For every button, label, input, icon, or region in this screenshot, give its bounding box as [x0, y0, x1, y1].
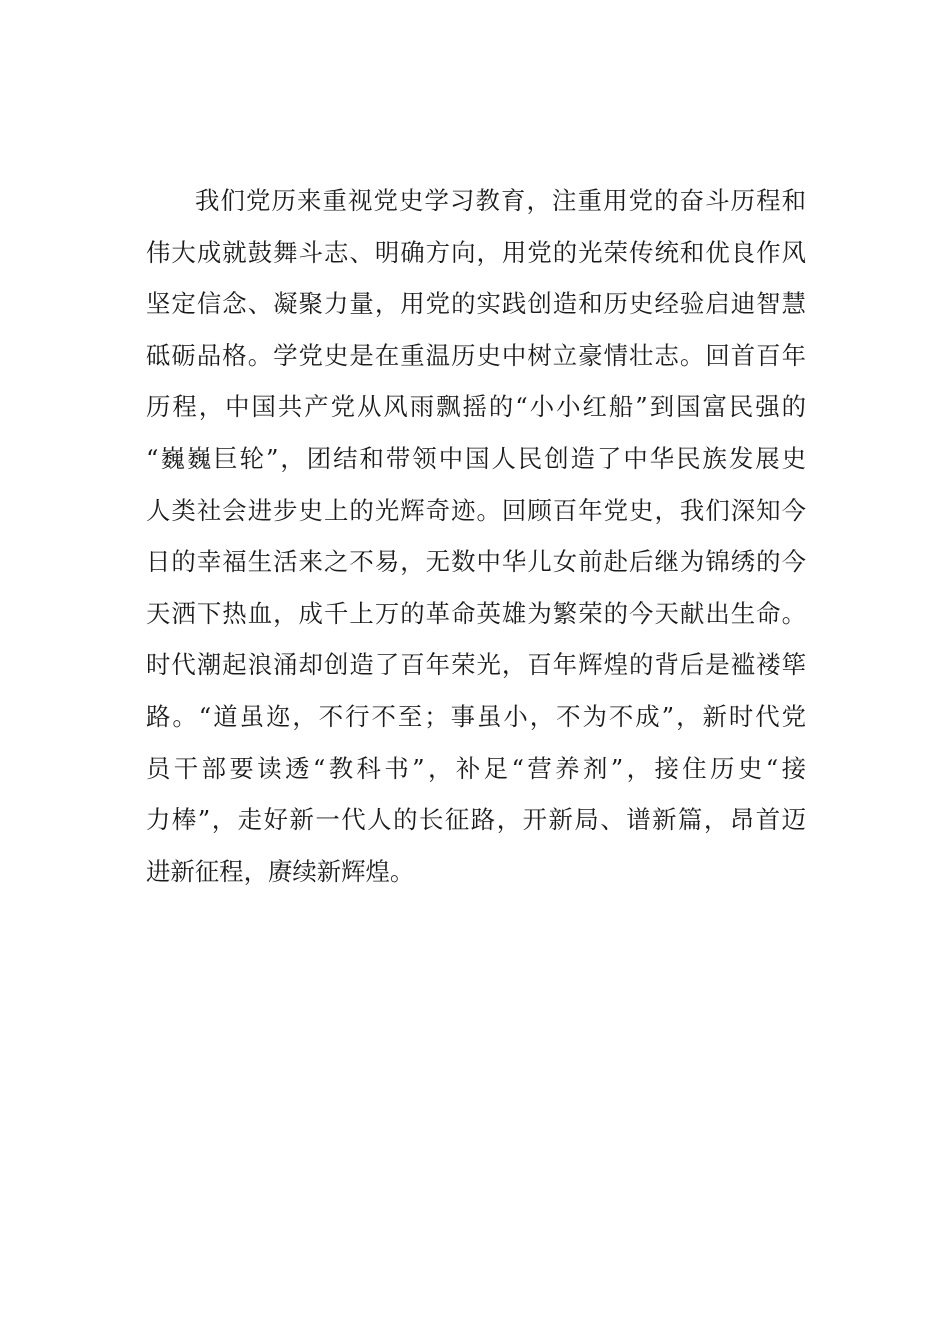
paragraph-line: 伟大成就鼓舞斗志、明确方向，用党的光荣传统和优良作风: [146, 237, 806, 267]
paragraph-line: 员干部要读透“教科书”，补足“营养剂”，接住历史“接: [146, 753, 806, 783]
paragraph-line: 日的幸福生活来之不易，无数中华儿女前赴后继为锦绣的今: [146, 547, 806, 577]
body-paragraph: [146, 175, 806, 897]
paragraph-line: 历程，中国共产党从风雨飘摇的“小小红船”到国富民强的: [146, 392, 806, 422]
paragraph-line: 天洒下热血，成千上万的革命英雄为繁荣的今天献出生命。: [146, 598, 806, 628]
paragraph-line: 人类社会进步史上的光辉奇迹。回顾百年党史，我们深知今: [146, 495, 806, 525]
paragraph-line: 坚定信念、凝聚力量，用党的实践创造和历史经验启迪智慧: [146, 289, 806, 319]
paragraph-line: 路。“道虽迩，不行不至；事虽小，不为不成”，新时代党: [146, 701, 806, 731]
paragraph-line: “巍巍巨轮”，团结和带领中国人民创造了中华民族发展史: [146, 443, 806, 473]
paragraph-line: 力棒”，走好新一代人的长征路，开新局、谱新篇，昂首迈: [146, 805, 806, 835]
paragraph-line: 进新征程，赓续新辉煌。: [146, 856, 415, 886]
paragraph-line: 时代潮起浪涌却创造了百年荣光，百年辉煌的背后是褴褛筚: [146, 650, 806, 680]
paragraph-line: 我们党历来重视党史学习教育，注重用党的奋斗历程和: [195, 186, 806, 215]
paragraph-line: 砥砺品格。学党史是在重温历史中树立豪情壮志。回首百年: [146, 340, 806, 370]
